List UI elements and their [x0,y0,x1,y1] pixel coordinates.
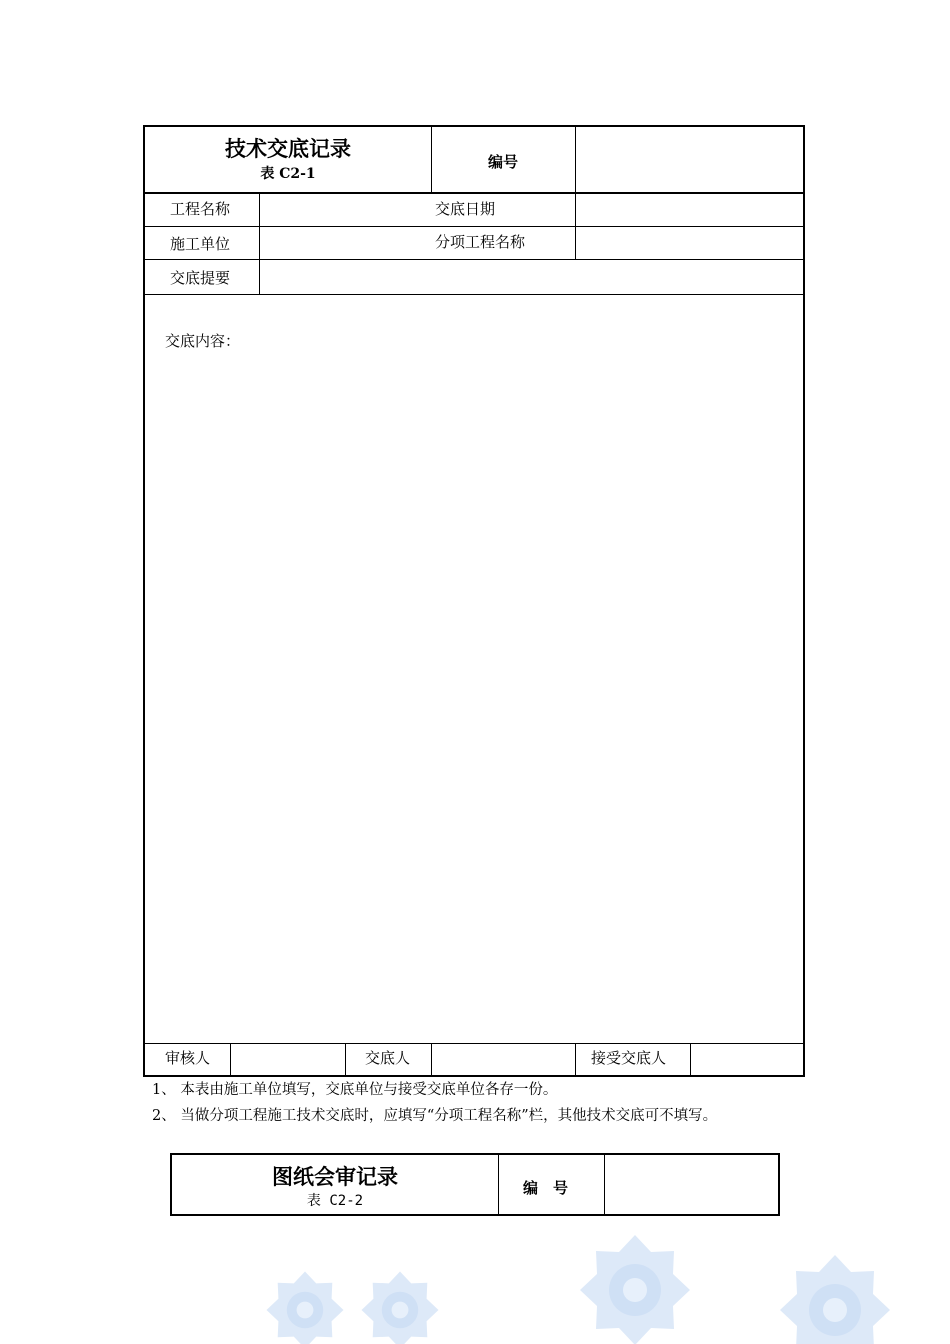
note-2: 2、 当做分项工程施工技术交底时，应填写“分项工程名称”栏，其他技术交底可不填写。 [152,1108,718,1124]
receiver-label: 接受交底人 [591,1049,667,1067]
subproject-name-label: 分项工程名称 [435,233,526,251]
form-title: 技术交底记录 [225,137,351,161]
briefing-content-label: 交底内容： [165,332,241,350]
snowflake-watermark-icon [260,1225,950,1344]
drawing-review-form [170,1153,780,1216]
briefing-date-label: 交底日期 [435,200,496,218]
construction-unit-label: 施工单位 [170,235,231,253]
form2-code-label: 编 号 [523,1179,569,1197]
note-1: 1、 本表由施工单位填写，交底单位与接受交底单位各存一份。 [152,1082,558,1098]
project-name-label: 工程名称 [170,200,231,218]
form2-subtitle: 表 C2-2 [306,1193,364,1209]
code-label: 编号 [488,153,519,171]
briefing-summary-label: 交底提要 [170,269,231,287]
tech-briefing-form [143,125,805,1077]
form-subtitle: 表 C2-1 [260,166,316,182]
form2-title: 图纸会审记录 [272,1165,398,1189]
reviewer-label: 审核人 [165,1049,211,1067]
presenter-label: 交底人 [365,1049,411,1067]
